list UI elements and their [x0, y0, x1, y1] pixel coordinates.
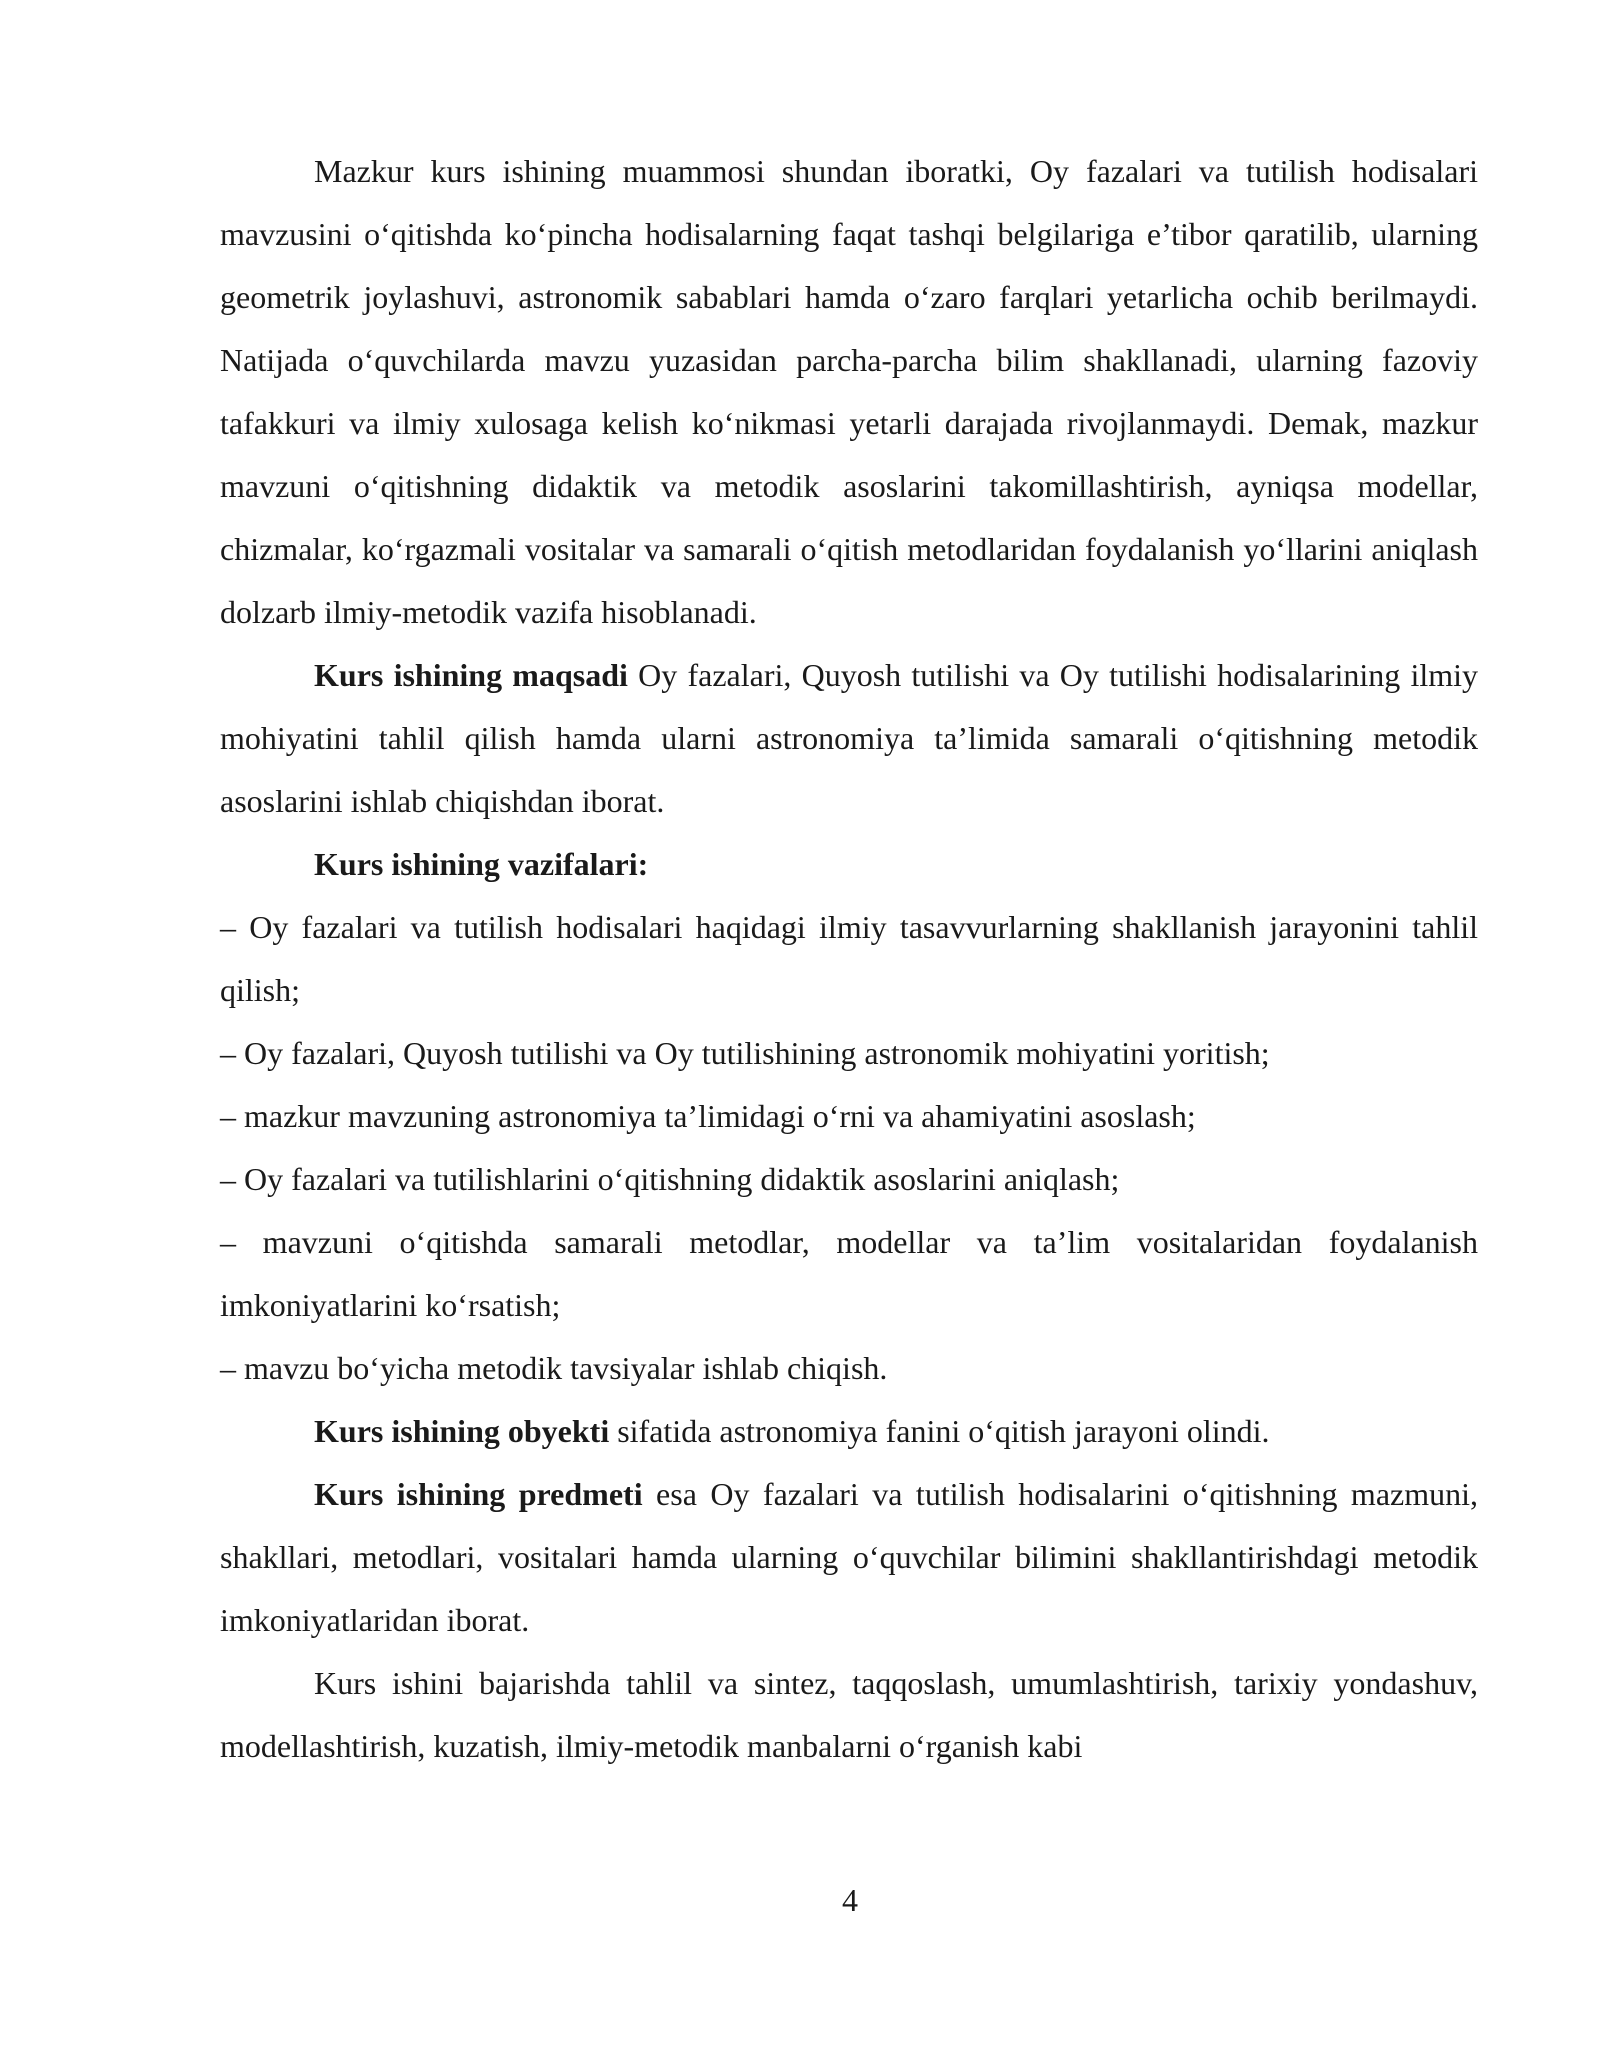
- task-item: – Oy fazalari va tutilishlarini o‘qitishning didaktik asoslarini aniqlash;: [220, 1161, 1120, 1197]
- task-item: – Oy fazalari va tutilish hodisalari haqidagi ilmiy tasavvurlarning shakllanish jarayonini tahlil qilish;: [220, 909, 1478, 1008]
- task-item: – mazkur mavzuning astronomiya ta’limidagi o‘rni va ahamiyatini asoslash;: [220, 1098, 1196, 1134]
- object-heading: Kurs ishining obyekti: [314, 1413, 610, 1449]
- page-number: 4: [842, 1882, 858, 1918]
- document-page: [220, 140, 1478, 1778]
- tasks-heading: [220, 833, 1478, 896]
- paragraph-methods: Kurs ishini bajarishda tahlil va sintez, taqqoslash, umumlashtirish, tarixiy yondashuv, modellashtirish, kuzatish, ilmiy-metodik manbalarni o‘rganish kabi: [220, 1665, 1478, 1764]
- task-item: – mavzuni o‘qitishda samarali metodlar, modellar va ta’lim vositalaridan foydalanish imkoniyatlarini ko‘rsatish;: [220, 1224, 1478, 1323]
- goal-heading: Kurs ishining maqsadi: [314, 657, 628, 693]
- task-item: – Oy fazalari, Quyosh tutilishi va Oy tutilishining astronomik mohiyatini yoritish;: [220, 1035, 1270, 1071]
- paragraph-object: [220, 1400, 1478, 1463]
- subject-text: esa Oy fazalari va tutilish hodisalarini o‘qitishning mazmuni, shakllari, metodlari, vositalari hamda ularning o‘quvchilar bilimini shakllantirishdagi metodik imkoniyatlaridan iborat.: [220, 1476, 1479, 1638]
- task-item: – mavzu bo‘yicha metodik tavsiyalar ishlab chiqish.: [220, 1350, 888, 1386]
- subject-heading: Kurs ishining predmeti: [314, 1476, 643, 1512]
- paragraph-subject: [220, 1463, 1478, 1652]
- paragraph-goal: [220, 644, 1478, 833]
- object-text: sifatida astronomiya fanini o‘qitish jarayoni olindi.: [609, 1413, 1270, 1449]
- goal-text: Oy fazalari, Quyosh tutilishi va Oy tutilishi hodisalarining ilmiy mohiyatini tahlil qilish hamda ularni astronomiya ta’limida samarali o‘qitishning metodik asoslarini ishlab chiqishdan iborat.: [220, 657, 1479, 819]
- paragraph-problem: Mazkur kurs ishining muammosi shundan iboratki, Oy fazalari va tutilish hodisalari mavzusini o‘qitishda ko‘pincha hodisalarning faqat tashqi belgilariga e’tibor qaratilib, ularning geometrik joylashuvi, astronomik sabablari hamda o‘zaro farqlari yetarlicha ochib berilmaydi. Natijada o‘quvchilarda mavzu yuzasidan parcha-parcha bilim shakllanadi, ularning fazoviy tafakkuri va ilmiy xulosaga kelish ko‘nikmasi yetarli darajada rivojlanmaydi. Demak, mazkur mavzuni o‘qitishning didaktik va metodik asoslarini takomillashtirish, ayniqsa modellar, chizmalar, ko‘rgazmali vositalar va samarali o‘qitish metodlaridan foydalanish yo‘llarini aniqlash dolzarb ilmiy-metodik vazifa hisoblanadi.: [220, 153, 1478, 630]
- tasks-heading-text: Kurs ishining vazifalari:: [314, 846, 649, 882]
